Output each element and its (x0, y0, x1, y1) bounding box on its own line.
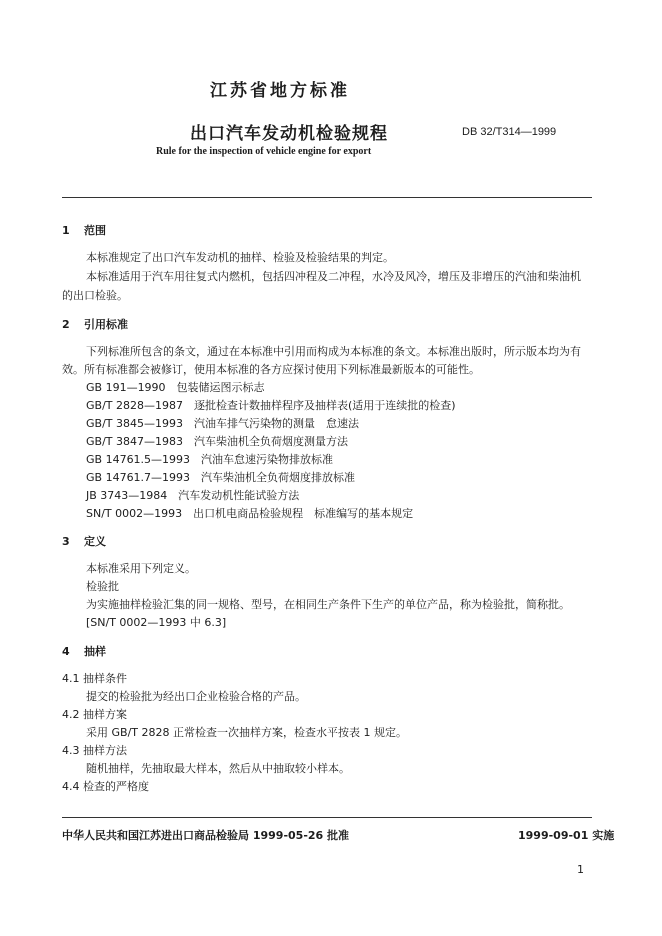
document-title: 出口汽车发动机检验规程 (190, 124, 388, 144)
paragraph: 提交的检验批为经出口企业检验合格的产品。 (86, 690, 306, 703)
section-number: 3 (62, 535, 70, 548)
subsection-title: 抽样方法 (83, 744, 127, 757)
section-3-heading (62, 533, 106, 549)
definition: 为实施抽样检验汇集的同一规格、型号，在相同生产条件下生产的单位产品，称为检验批，简称批。 (86, 598, 570, 611)
subsection-title: 抽样方案 (83, 708, 127, 721)
subsection-title: 抽样条件 (83, 672, 127, 685)
section-number: 4 (62, 645, 70, 658)
page-number: 1 (577, 863, 584, 876)
defined-term: 检验批 (86, 580, 119, 593)
reference-item: SN/T 0002—1993 出口机电商品检验规程 标准编写的基本规定 (86, 507, 414, 520)
section-2-heading (62, 316, 128, 332)
effective-date: 1999-09-01 实施 (518, 829, 615, 842)
section-title: 抽样 (84, 645, 106, 658)
section-title: 范围 (84, 224, 106, 237)
header-divider (62, 197, 592, 198)
section-4-heading (62, 643, 106, 659)
approval-statement: 中华人民共和国江苏进出口商品检验局 1999-05-26 批准 (62, 829, 350, 842)
reference-item: JB 3743—1984 汽车发动机性能试验方法 (86, 489, 300, 502)
reference-item: GB/T 3845—1993 汽油车排气污染物的测量 怠速法 (86, 417, 359, 430)
reference-item: GB 14761.7—1993 汽车柴油机全负荷烟度排放标准 (86, 471, 356, 484)
paragraph: 下列标准所包含的条文，通过在本标准中引用而构成为本标准的条文。本标准出版时，所示版本均为有 (86, 345, 581, 358)
subsection-number: 4.2 (62, 708, 80, 721)
document-subtitle: Rule for the inspection of vehicle engine for export (156, 146, 372, 157)
section-1-heading (62, 222, 106, 238)
paragraph-continuation: 效。所有标准都会被修订，使用本标准的各方应探讨使用下列标准最新版本的可能性。 (62, 363, 480, 376)
reference-item: GB 14761.5—1993 汽油车怠速污染物排放标准 (86, 453, 334, 466)
reference-item: GB/T 3847—1983 汽车柴油机全负荷烟度测量方法 (86, 435, 348, 448)
footer-divider (62, 817, 592, 818)
paragraph-continuation: 的出口检验。 (62, 289, 128, 302)
standard-organization: 江苏省地方标准 (210, 81, 350, 101)
definition-source: [SN/T 0002—1993 中 6.3] (86, 616, 227, 629)
subsection-4-2-heading (62, 706, 127, 722)
subsection-number: 4.3 (62, 744, 80, 757)
section-number: 2 (62, 318, 70, 331)
reference-item: GB/T 2828—1987 逐批检查计数抽样程序及抽样表(适用于连续批的检查) (86, 399, 456, 412)
subsection-4-3-heading (62, 742, 127, 758)
subsection-number: 4.1 (62, 672, 80, 685)
reference-item: GB 191—1990 包装储运图示标志 (86, 381, 265, 394)
subsection-title: 检查的严格度 (83, 780, 149, 793)
document-number: DB 32/T314—1999 (462, 126, 557, 138)
paragraph: 随机抽样，先抽取最大样本，然后从中抽取较小样本。 (86, 762, 350, 775)
paragraph: 本标准规定了出口汽车发动机的抽样、检验及检验结果的判定。 (86, 251, 394, 264)
section-title: 定义 (84, 535, 106, 548)
section-title: 引用标准 (84, 318, 128, 331)
paragraph: 本标准适用于汽车用往复式内燃机，包括四冲程及二冲程，水冷及风冷，增压及非增压的汽油和柴油机 (86, 270, 581, 283)
subsection-4-4-heading (62, 778, 149, 794)
subsection-4-1-heading (62, 670, 127, 686)
subsection-number: 4.4 (62, 780, 80, 793)
paragraph: 采用 GB/T 2828 正常检查一次抽样方案，检查水平按表 1 规定。 (86, 726, 407, 739)
paragraph: 本标准采用下列定义。 (86, 562, 196, 575)
section-number: 1 (62, 224, 70, 237)
